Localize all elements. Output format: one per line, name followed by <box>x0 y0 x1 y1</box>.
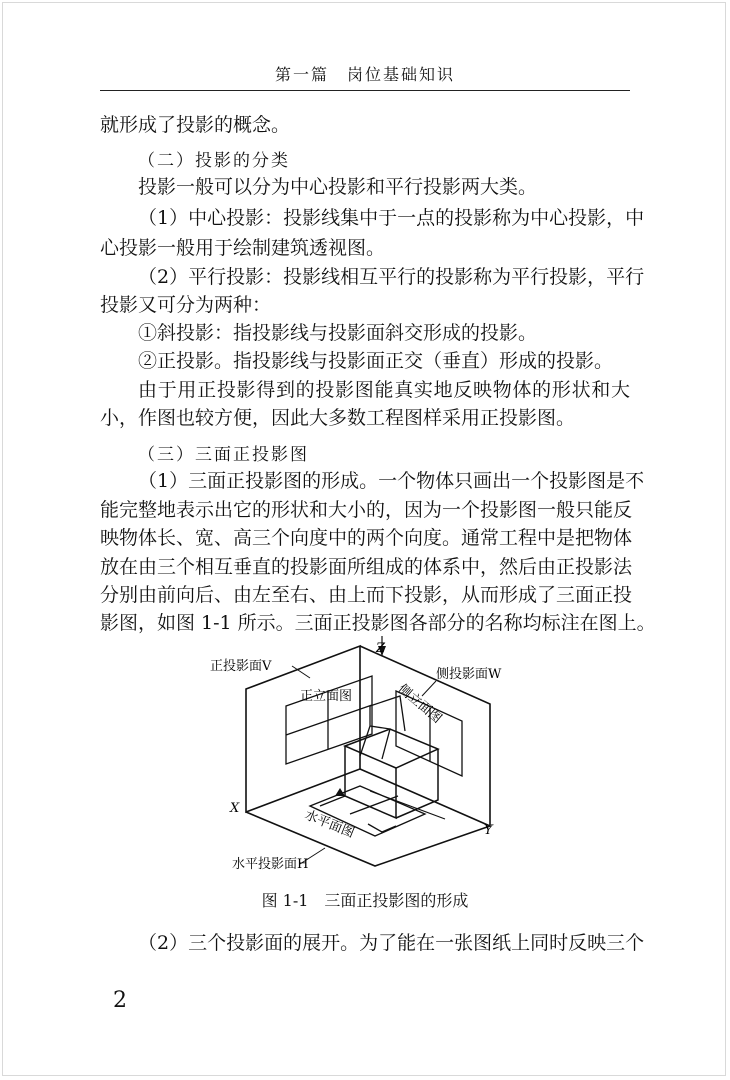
projection-diagram <box>200 636 530 886</box>
label-v-plane: 正投影面V <box>210 659 272 674</box>
page-number: 2 <box>113 988 127 1013</box>
header-rule <box>100 90 630 91</box>
label-front-view: 正立面图 <box>300 689 353 704</box>
paragraph-line: 映物体长、宽、高三个向度中的两个向度。通常工程中是把物体 <box>100 527 633 549</box>
object-notch <box>360 696 405 759</box>
section-heading: （二）投影的分类 <box>138 151 290 171</box>
paragraph-line: 投影一般可以分为中心投影和平行投影两大类。 <box>138 176 538 198</box>
label-w-plane: 侧投影面W <box>436 667 502 682</box>
object-side <box>396 749 438 818</box>
paragraph-line: 能完整地表示出它的形状和大小的，因为一个投影图一般只能反 <box>100 499 633 521</box>
projection-line-y <box>370 791 445 819</box>
paragraph-line: ②正投影。指投影线与投影面正交（垂直）形成的投影。 <box>138 350 614 372</box>
label-side-view: 侧立面图 <box>394 681 445 727</box>
paragraph-line: （1）三面正投影图的形成。一个物体只画出一个投影图是不 <box>138 470 645 492</box>
paragraph-line: ①斜投影：指投影线与投影面斜交形成的投影。 <box>138 322 538 344</box>
paragraph-line: （2）平行投影：投影线相互平行的投影称为平行投影，平行 <box>138 266 645 288</box>
leader-w <box>422 681 436 696</box>
section-heading: （三）三面正投影图 <box>138 445 309 465</box>
object-top <box>345 729 438 768</box>
axis-z-label: Z <box>376 641 386 656</box>
running-header: 第一篇 岗位基础知识 <box>274 65 455 84</box>
paragraph-line: 小，作图也较方便，因此大多数工程图样采用正投影图。 <box>100 407 576 429</box>
label-plan-view: 水平面图 <box>302 807 357 842</box>
paragraph-line: 就形成了投影的概念。 <box>100 114 291 136</box>
figure-caption: 图 1-1 三面正投影图的形成 <box>261 891 469 910</box>
paragraph-line: 放在由三个相互垂直的投影面所组成的体系中，然后由正投影法 <box>100 556 633 578</box>
label-h-plane: 水平投影面H <box>232 857 309 872</box>
paragraph-line: 由于用正投影得到的投影图能真实地反映物体的形状和大 <box>138 379 630 401</box>
projection-figure <box>200 636 530 886</box>
paragraph-line: 分别由前向后、由左至右、由上而下投影，从而形成了三面正投 <box>100 584 633 606</box>
paragraph-line: （2）三个投影面的展开。为了能在一张图纸上同时反映三个 <box>138 932 645 954</box>
axis-x-label: X <box>230 801 240 816</box>
paragraph-line: 心投影一般用于绘制建筑透视图。 <box>100 237 386 259</box>
axis-y-label: Y <box>484 823 493 838</box>
paragraph-line: 影图，如图 1-1 所示。三面正投影图各部分的名称均标注在图上。 <box>100 612 656 634</box>
paragraph-line: 投影又可分为两种： <box>100 294 272 316</box>
paragraph-line: （1）中心投影：投影线集中于一点的投影称为中心投影，中 <box>138 207 645 229</box>
